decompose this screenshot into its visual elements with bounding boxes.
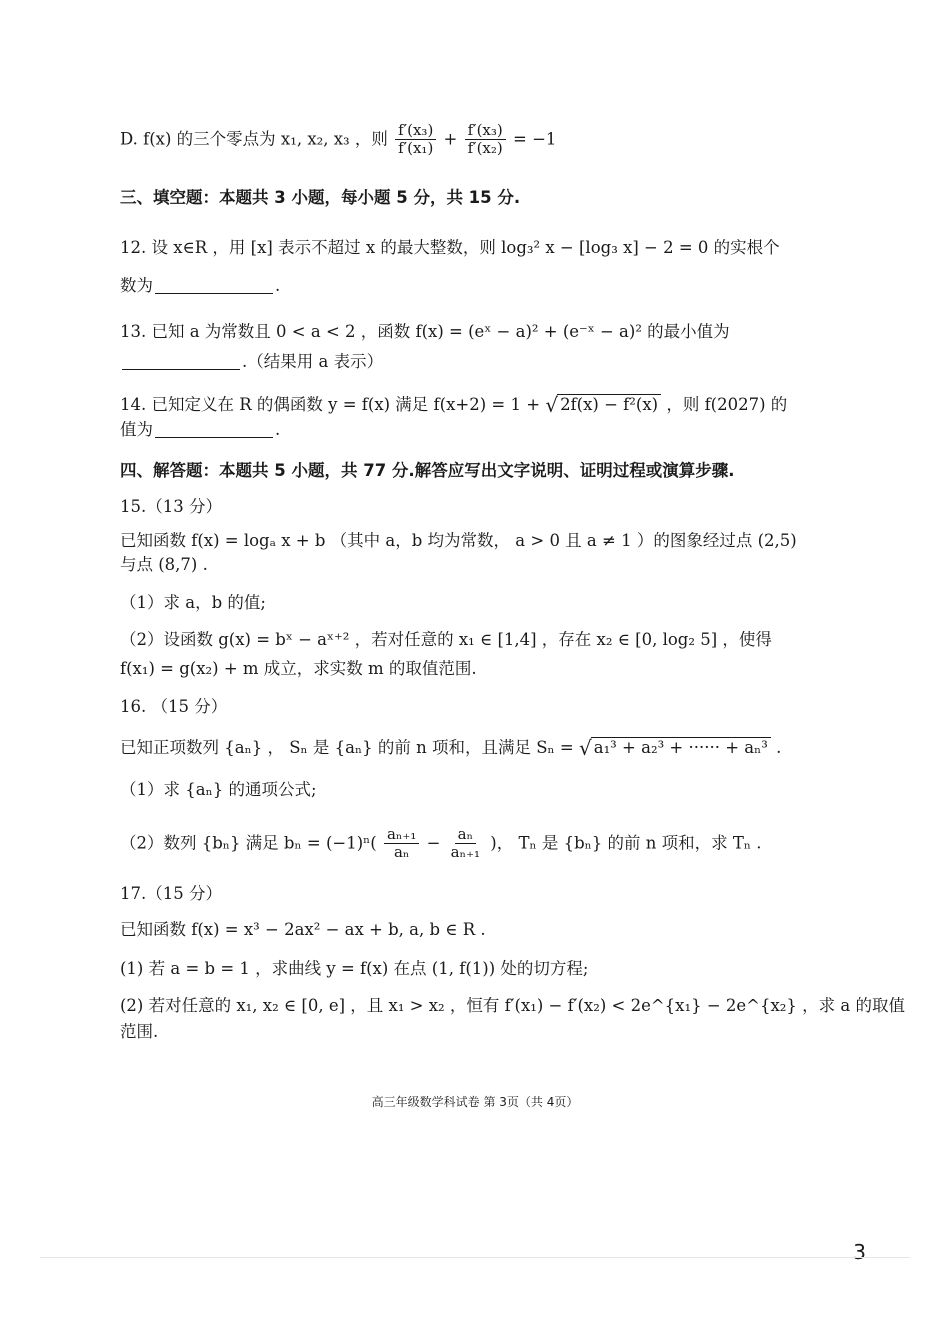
- minus-sign: −: [426, 833, 441, 853]
- fraction: [448, 826, 483, 862]
- q11-option-d: [120, 122, 820, 158]
- suffix: .（结果用 a 表示）: [242, 352, 384, 371]
- q15-stem-line2: 与点 (8,7) .: [120, 555, 208, 574]
- prefix: 14. 已知定义在 R 的偶函数 y = f(x) 满足 f(x+2) = 1 +: [120, 395, 541, 414]
- option-label: D.: [120, 129, 138, 149]
- numerator: aₙ: [455, 826, 476, 844]
- prefix: 已知正项数列 {aₙ} ， Sₙ 是 {aₙ} 的前 n 项和，且满足 Sₙ =: [120, 738, 574, 757]
- fraction: [384, 826, 419, 862]
- prefix: 值为: [120, 420, 153, 439]
- q16-part1: （1）求 {aₙ} 的通项公式;: [120, 780, 317, 799]
- option-text: f(x) 的三个零点为 x₁, x₂, x₃ ，则: [143, 129, 388, 149]
- denominator: aₙ: [393, 843, 410, 862]
- radicand: a₁³ + a₂³ + ······ + aₙ³: [591, 737, 771, 758]
- denominator: aₙ₊₁: [450, 843, 481, 862]
- q14-line1: [120, 393, 820, 417]
- answer-blank: [155, 293, 273, 294]
- q17-part2-line2: 范围.: [120, 1022, 159, 1041]
- page-footer: 高三年级数学科试卷 第 3页（共 4页）: [371, 1095, 579, 1109]
- suffix: )， Tₙ 是 {bₙ} 的前 n 项和，求 Tₙ .: [490, 833, 762, 853]
- q17-part1: (1) 若 a = b = 1 ，求曲线 y = f(x) 在点 (1, f(1)) 处的切方程;: [120, 959, 589, 978]
- q12-line2: [120, 276, 820, 296]
- q15-stem-line1: 已知函数 f(x) = logₐ x + b （其中 a，b 均为常数， a > 0 且 a ≠ 1 ）的图象经过点 (2,5): [120, 531, 797, 550]
- equation-tail: = −1: [513, 129, 557, 149]
- prefix: （2）数列 {bₙ} 满足 bₙ = (−1)ⁿ(: [120, 833, 377, 853]
- answer-blank: [122, 369, 240, 370]
- section-title-solutions: 四、解答题：本题共 5 小题，共 77 分.解答应写出文字说明、证明过程或演算步骤.: [120, 461, 735, 480]
- q15-header: 15.（13 分）: [120, 497, 222, 516]
- q16-stem: [120, 736, 820, 760]
- prefix: 数为: [120, 276, 153, 295]
- denominator: f′(x₁): [398, 139, 434, 158]
- page-number: 3: [853, 1240, 866, 1264]
- divider: [40, 1257, 910, 1258]
- q15-part1: （1）求 a，b 的值;: [120, 593, 266, 612]
- q15-part2-line1: （2）设函数 g(x) = bˣ − aˣ⁺² ，若对任意的 x₁ ∈ [1,4] ，存在 x₂ ∈ [0, log₂ 5] ，使得: [120, 630, 772, 649]
- suffix: .: [275, 276, 281, 295]
- denominator: f′(x₂): [467, 139, 503, 158]
- fraction: [465, 122, 506, 158]
- q16-part2: [120, 826, 820, 862]
- q14-line2: [120, 420, 820, 440]
- q13-line1: 13. 已知 a 为常数且 0 < a < 2 ，函数 f(x) = (eˣ − a)² + (e⁻ˣ − a)² 的最小值为: [120, 322, 730, 341]
- answer-blank: [155, 437, 273, 438]
- numerator: f′(x₃): [395, 122, 436, 140]
- suffix: .: [275, 420, 281, 439]
- q17-stem: 已知函数 f(x) = x³ − 2ax² − ax + b, a, b ∈ R .: [120, 920, 486, 939]
- q15-part2-line2: f(x₁) = g(x₂) + m 成立，求实数 m 的取值范围.: [120, 659, 477, 678]
- suffix: .: [776, 738, 782, 757]
- radicand: 2f(x) − f²(x): [557, 394, 661, 415]
- q13-line2: [120, 352, 820, 372]
- numerator: aₙ₊₁: [384, 826, 419, 844]
- suffix: ，则 f(2027) 的: [666, 395, 788, 414]
- q17-part2-line1: (2) 若对任意的 x₁, x₂ ∈ [0, e] ，且 x₁ > x₂ ，恒有 f′(x₁) − f′(x₂) < 2e^{x₁} − 2e^{x₂} ，求 a 的取值: [120, 996, 905, 1015]
- fraction: [395, 122, 436, 158]
- numerator: f′(x₃): [465, 122, 506, 140]
- sqrt-icon: √: [545, 393, 559, 417]
- q12-line1: 12. 设 x∈R ，用 [x] 表示不超过 x 的最大整数，则 log₃² x − [log₃ x] − 2 = 0 的实根个: [120, 238, 780, 257]
- section-title-fill-in: 三、填空题：本题共 3 小题，每小题 5 分，共 15 分.: [120, 188, 521, 207]
- q16-header: 16. （15 分）: [120, 697, 228, 716]
- plus-sign: +: [443, 129, 458, 149]
- q17-header: 17.（15 分）: [120, 884, 222, 903]
- sqrt-icon: √: [578, 736, 592, 760]
